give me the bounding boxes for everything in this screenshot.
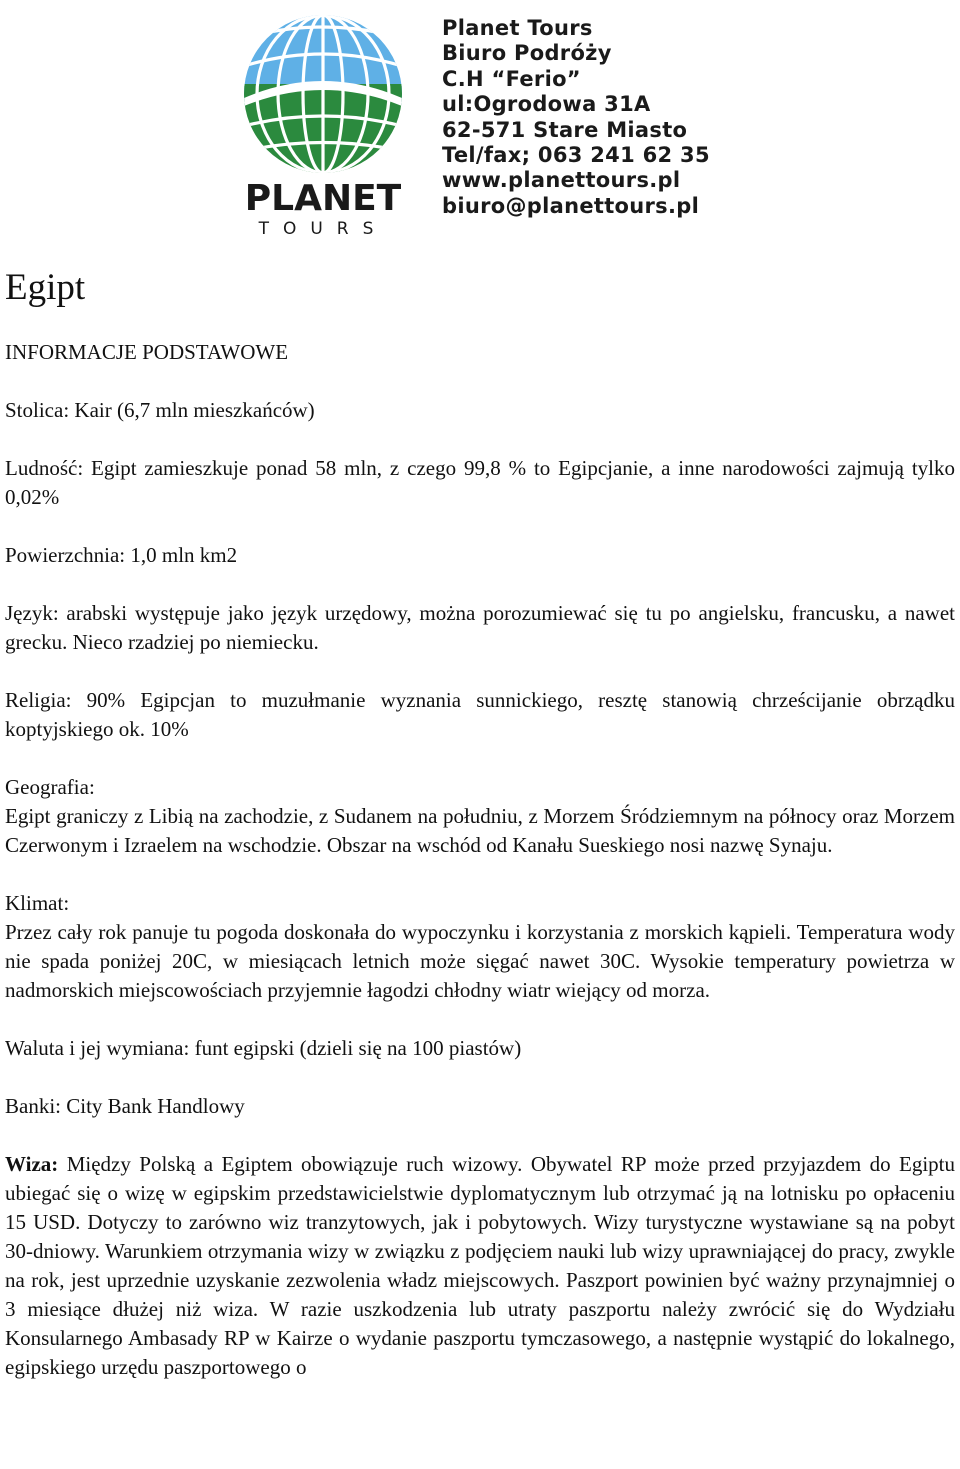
section-heading: INFORMACJE PODSTAWOWE — [5, 340, 289, 364]
company-street: ul:Ogrodowa 31A — [442, 92, 651, 117]
planet-tours-logo — [244, 6, 402, 236]
company-email: biuro@planettours.pl — [442, 193, 700, 218]
climate-label: Klimat: — [5, 891, 70, 915]
geography-label: Geografia: — [5, 775, 95, 799]
language-paragraph: Język: arabski występuje jako język urzędowy, można porozumiewać się tu po angielsku, francusku, a nawet grecku. Nieco rzadziej po niemiecku. — [5, 601, 955, 654]
company-website: www.planettours.pl — [442, 168, 681, 193]
company-subtitle: Biuro Podróży — [442, 41, 612, 66]
currency-paragraph: Waluta i jej wymiana: funt egipski (dzieli się na 100 piastów) — [5, 1036, 522, 1060]
company-name: Planet Tours — [442, 16, 593, 40]
religion-paragraph: Religia: 90% Egipcjan to muzułmanie wyznania sunnickiego, resztę stanowią chrześcijanie obrządku koptyjskiego ok. 10% — [5, 688, 955, 741]
visa-label: Wiza: — [5, 1152, 59, 1176]
logo-word-top: PLANET — [244, 178, 402, 219]
climate-paragraph: Przez cały rok panuje tu pogoda doskonała do wypoczynku i korzystania z morskich kąpieli. Temperatura wody nie spada poniżej 20C, w miesiącach letnich może sięgać nawet 30C. Wysokie temperatury powietrza w nadmorskich miejscowościach przyjemnie łagodzi chłodny wiatr wiejący od morza. — [5, 920, 955, 1002]
logo-word-bottom: TOURS — [258, 219, 388, 236]
visa-paragraph — [5, 1150, 955, 1382]
geography-paragraph: Egipt graniczy z Libią na zachodzie, z Sudanem na południu, z Morzem Śródziemnym na północy oraz Morzem Czerwonym i Izraelem na wschodzie. Obszar na wschód od Kanału Sueskiego nosi nazwę Synaju. — [5, 804, 955, 857]
company-mall: C.H “Ferio” — [442, 66, 581, 91]
company-city: 62-571 Stare Miasto — [442, 117, 688, 142]
banks-paragraph: Banki: City Bank Handlowy — [5, 1094, 245, 1118]
company-phone: Tel/fax; 063 241 62 35 — [442, 143, 710, 168]
globe-icon — [244, 6, 402, 236]
document-body — [5, 338, 955, 1411]
visa-text: Między Polską a Egiptem obowiązuje ruch wizowy. Obywatel RP może przed przyjazdem do Egiptu ubiegać się o wizę w egipskim przedstawicielstwie dyplomatycznym lub otrzymać ją na lotnisku po opłaceniu 15 USD. Dotyczy to zarówno wiz tranzytowych, jak i pobytowych. Wizy turystyczne wystawiane są na pobyt 30-dniowy. Warunkiem otrzymania wizy w związku z podjęciem nauki lub wizy uprawniającej do pracy, zwykle na rok, jest uprzednie uzyskanie zezwolenia władz miejscowych. Paszport powinien być ważny przynajmniej o 3 miesiące dłużej niż wiza. W razie uszkodzenia lub utraty paszportu należy zwrócić się do Wydziału Konsularnego Ambasady RP w Kairze o wydanie paszportu tymczasowego, a następnie wystąpić do lokalnego, egipskiego urzędu paszportowego o — [5, 1152, 956, 1379]
document-title: Egipt — [5, 267, 86, 308]
population-paragraph: Ludność: Egipt zamieszkuje ponad 58 mln, z czego 99,8 % to Egipcjanie, a inne narodowości zajmują tylko 0,02% — [5, 456, 955, 509]
capital-paragraph: Stolica: Kair (6,7 mln mieszkańców) — [5, 398, 315, 422]
area-paragraph: Powierzchnia: 1,0 mln km2 — [5, 543, 238, 567]
company-contact-block — [442, 16, 710, 219]
